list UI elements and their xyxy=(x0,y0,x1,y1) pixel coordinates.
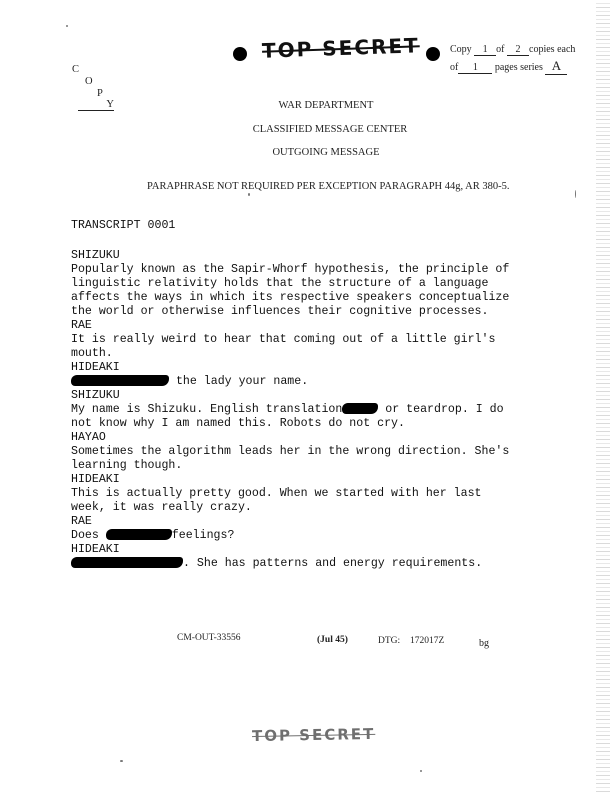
copy-number: 1 xyxy=(474,44,496,56)
scan-speckle xyxy=(120,760,123,762)
dialogue-line xyxy=(71,403,509,417)
dialogue-line xyxy=(71,557,509,571)
scan-speckle xyxy=(420,770,422,772)
pages-of: of xyxy=(450,62,459,73)
pages-number: 1 xyxy=(458,62,492,74)
paraphrase-line: PARAPHRASE NOT REQUIRED PER EXCEPTION PARAGRAPH 44g, AR 380-5. xyxy=(147,181,510,192)
dialogue-text: the lady your name. xyxy=(169,375,309,388)
copy-suffix: copies each xyxy=(529,44,576,55)
redaction-mark xyxy=(106,529,172,540)
dialogue-line: This is actually pretty good. When we started with her last xyxy=(71,487,482,500)
speaker-name: HIDEAKI xyxy=(71,361,120,374)
dialogue-line xyxy=(71,529,509,543)
transcript-title: TRANSCRIPT 0001 xyxy=(71,219,176,232)
redaction-mark xyxy=(71,375,169,386)
bottom-top-secret-stamp: TOP SECRET xyxy=(251,724,376,746)
dialogue-line: linguistic relativity holds that the structure of a language xyxy=(71,277,489,290)
punch-hole-right xyxy=(426,47,440,61)
copy-letter-o: O xyxy=(85,76,93,87)
dtg-label: DTG: xyxy=(378,636,401,646)
copy-letter-p: P xyxy=(97,88,103,99)
redaction-mark xyxy=(342,403,378,414)
dialogue-text: My name is Shizuku. English translation xyxy=(71,403,343,416)
dialogue-line: the world or otherwise influences their cognitive processes. xyxy=(71,305,489,318)
scan-speckle xyxy=(575,190,576,198)
punch-hole-left xyxy=(233,47,247,61)
copy-total: 2 xyxy=(507,44,529,56)
dialogue-line: It is really weird to hear that coming out of a little girl's xyxy=(71,333,496,346)
dialogue-text: or teardrop. I do xyxy=(378,403,504,416)
speaker-name: RAE xyxy=(71,515,92,528)
department-title: WAR DEPARTMENT xyxy=(278,100,374,111)
speaker-name: SHIZUKU xyxy=(71,249,120,262)
pages-label: pages series xyxy=(494,62,543,73)
dialogue-line xyxy=(71,375,509,389)
scan-edge-noise xyxy=(596,0,610,792)
copy-letter-c: C xyxy=(72,64,80,75)
dialogue-line: week, it was really crazy. xyxy=(71,501,252,514)
dialogue-text: feelings? xyxy=(171,529,235,542)
series-letter: A xyxy=(545,58,567,75)
scan-speckle xyxy=(248,193,250,196)
redaction-mark xyxy=(71,557,183,568)
speaker-name: HIDEAKI xyxy=(71,473,120,486)
operator-initials: bg xyxy=(479,638,489,649)
dialogue-text: . She has patterns and energy requirements. xyxy=(183,557,483,570)
message-type: OUTGOING MESSAGE xyxy=(272,147,380,158)
dtg-value: 172017Z xyxy=(410,636,445,646)
dialogue-text: Does xyxy=(71,529,106,542)
copy-prefix: Copy xyxy=(450,44,472,55)
speaker-name: RAE xyxy=(71,319,92,332)
dialogue-line: Popularly known as the Sapir-Whorf hypothesis, the principle of xyxy=(71,263,510,276)
dialogue-line: affects the ways in which its respective speakers conceptualize xyxy=(71,291,510,304)
pages-line xyxy=(450,58,567,75)
dialogue-line: learning though. xyxy=(71,459,183,472)
copy-letter-y: Y xyxy=(78,99,114,111)
cm-out-number: CM-OUT-33556 xyxy=(177,633,241,643)
center-title: CLASSIFIED MESSAGE CENTER xyxy=(252,124,408,135)
speaker-name: SHIZUKU xyxy=(71,389,120,402)
dialogue-line: not know why I am named this. Robots do not cry. xyxy=(71,417,405,430)
copy-line xyxy=(450,44,575,56)
scan-speckle xyxy=(66,25,68,27)
copy-of: of xyxy=(496,44,505,55)
top-secret-stamp: TOP SECRET xyxy=(261,33,421,63)
dialogue-line: Sometimes the algorithm leads her in the wrong direction. She's xyxy=(71,445,510,458)
speaker-name: HIDEAKI xyxy=(71,543,120,556)
dialogue-line: mouth. xyxy=(71,347,113,360)
message-date: (Jul 45) xyxy=(317,635,348,645)
transcript-body xyxy=(71,249,509,571)
speaker-name: HAYAO xyxy=(71,431,106,444)
